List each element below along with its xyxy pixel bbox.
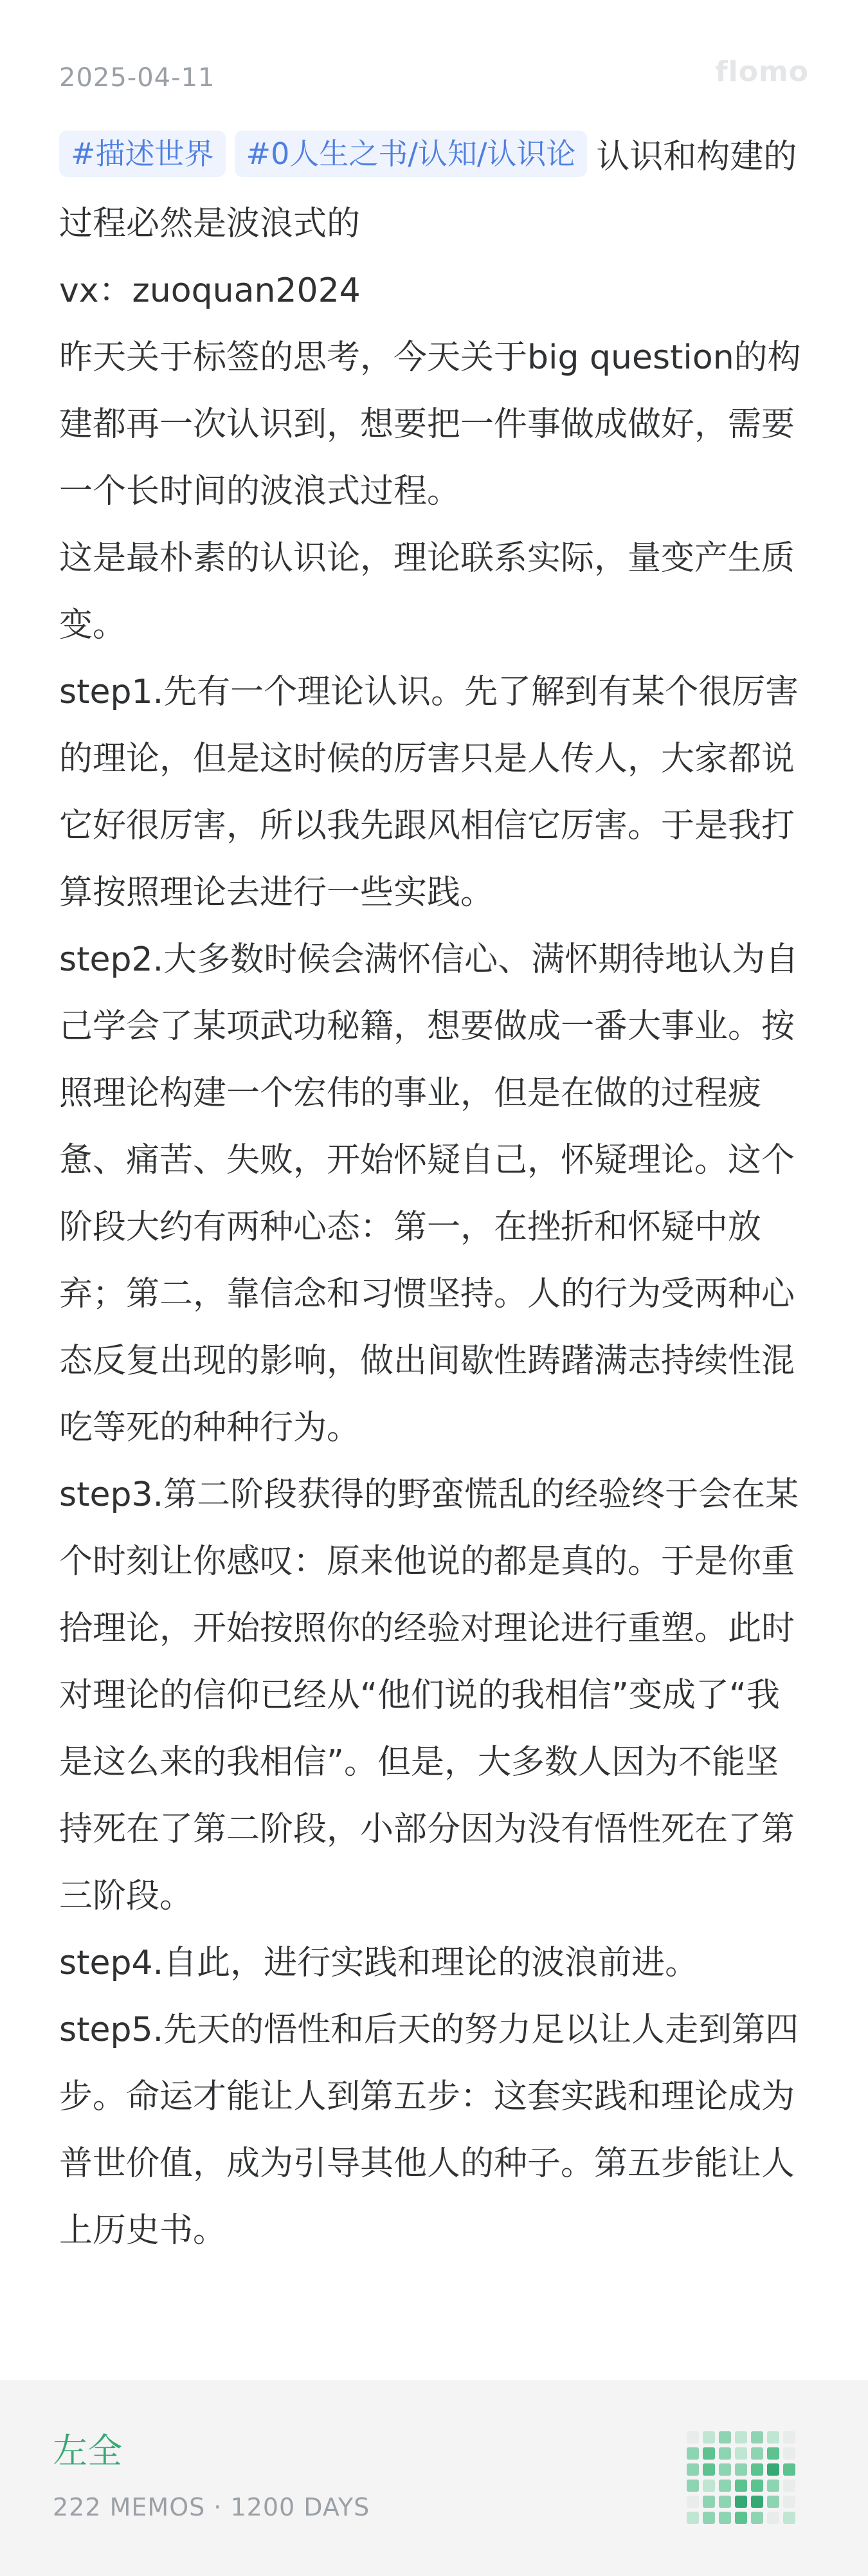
heatmap-cell (751, 2463, 763, 2476)
heatmap-cell (703, 2463, 715, 2476)
heatmap-cell (687, 2512, 699, 2524)
memo-paragraph: 这是最朴素的认识论，理论联系实际，量变产生质变。 (59, 539, 795, 644)
author-name[interactable]: 左全 (53, 2431, 122, 2471)
heatmap-cell (735, 2431, 747, 2444)
tag-chip[interactable]: #描述世界 (59, 131, 226, 177)
heatmap-cell (703, 2431, 715, 2444)
heatmap-cell (783, 2480, 795, 2492)
heatmap-cell (687, 2480, 699, 2492)
activity-heatmap (687, 2431, 806, 2528)
memo-date: 2025-04-11 (59, 63, 215, 93)
heatmap-cell (735, 2480, 747, 2492)
heatmap-cell (719, 2480, 731, 2492)
heatmap-cell (687, 2447, 699, 2460)
memo-title-line (59, 123, 811, 257)
heatmap-cell (767, 2447, 779, 2460)
memo-paragraph: vx：zuoquan2024 (59, 271, 361, 310)
heatmap-cell (735, 2447, 747, 2460)
heatmap-cell (735, 2512, 747, 2524)
memo-title-text: 认识和构建的过程必然是波浪式的 (59, 138, 797, 243)
heatmap-cell (751, 2431, 763, 2444)
heatmap-cell (767, 2480, 779, 2492)
heatmap-cell (767, 2512, 779, 2524)
memo-paragraph: step1.先有一个理论认识。先了解到有某个很厉害的理论，但是这时候的厉害只是人传人，大家都说它好很厉害，所以我先跟风相信它厉害。于是我打算按照理论去进行一些实践。 (59, 673, 799, 912)
heatmap-cell (735, 2463, 747, 2476)
heatmap-cell (719, 2496, 731, 2508)
heatmap-cell (767, 2463, 779, 2476)
heatmap-cell (783, 2447, 795, 2460)
heatmap-cell (719, 2463, 731, 2476)
heatmap-cell (751, 2496, 763, 2508)
heatmap-cell (735, 2496, 747, 2508)
tag-chip[interactable]: #0人生之书/认知/认识论 (235, 131, 588, 177)
flomo-logo: flomo (715, 55, 809, 88)
heatmap-cell (751, 2512, 763, 2524)
memo-content (59, 123, 811, 2264)
heatmap-cell (687, 2463, 699, 2476)
heatmap-cell (703, 2480, 715, 2492)
memo-paragraph: step2.大多数时候会满怀信心、满怀期待地认为自己学会了某项武功秘籍，想要做成一番大事业。按照理论构建一个宏伟的事业，但是在做的过程疲惫、痛苦、失败，开始怀疑自己，怀疑理论。这个阶段大约有两种心态：第一，在挫折和怀疑中放弃；第二，靠信念和习惯坚持。人的行为受两种心态反复出现的影响，做出间歇性踌躇满志持续性混吃等死的种种行为。 (59, 940, 799, 1447)
heatmap-cell (783, 2512, 795, 2524)
heatmap-cell (687, 2496, 699, 2508)
heatmap-cell (687, 2431, 699, 2444)
memo-paragraph: step4.自此，进行实践和理论的波浪前进。 (59, 1944, 699, 1982)
heatmap-cell (783, 2496, 795, 2508)
heatmap-cell (719, 2447, 731, 2460)
memo-paragraph: step3.第二阶段获得的野蛮慌乱的经验终于会在某个时刻让你感叹：原来他说的都是真的。于是你重拾理论，开始按照你的经验对理论进行重塑。此时对理论的信仰已经从“他们说的我相信”变成了“我是这么来的我相信”。但是，大多数人因为不能坚持死在了第二阶段，小部分因为没有悟性死在了第三阶段。 (59, 1475, 799, 1915)
heatmap-cell (783, 2463, 795, 2476)
heatmap-cell (767, 2431, 779, 2444)
heatmap-cell (751, 2480, 763, 2492)
heatmap-cell (751, 2447, 763, 2460)
heatmap-cell (719, 2512, 731, 2524)
memo-paragraph: step5.先天的悟性和后天的努力足以让人走到第四步。命运才能让人到第五步：这套实践和理论成为普世价值，成为引导其他人的种子。第五步能让人上历史书。 (59, 2011, 799, 2250)
heatmap-cell (783, 2431, 795, 2444)
heatmap-cell (719, 2431, 731, 2444)
memo-paragraph: 昨天关于标签的思考，今天关于big question的构建都再一次认识到，想要把一件事做成做好，需要一个长时间的波浪式过程。 (59, 338, 801, 511)
profile-footer (0, 2380, 868, 2576)
heatmap-cell (767, 2496, 779, 2508)
memo-stats: 222 MEMOS · 1200 DAYS (53, 2493, 370, 2521)
heatmap-cell (703, 2447, 715, 2460)
heatmap-cell (703, 2496, 715, 2508)
heatmap-cell (703, 2512, 715, 2524)
